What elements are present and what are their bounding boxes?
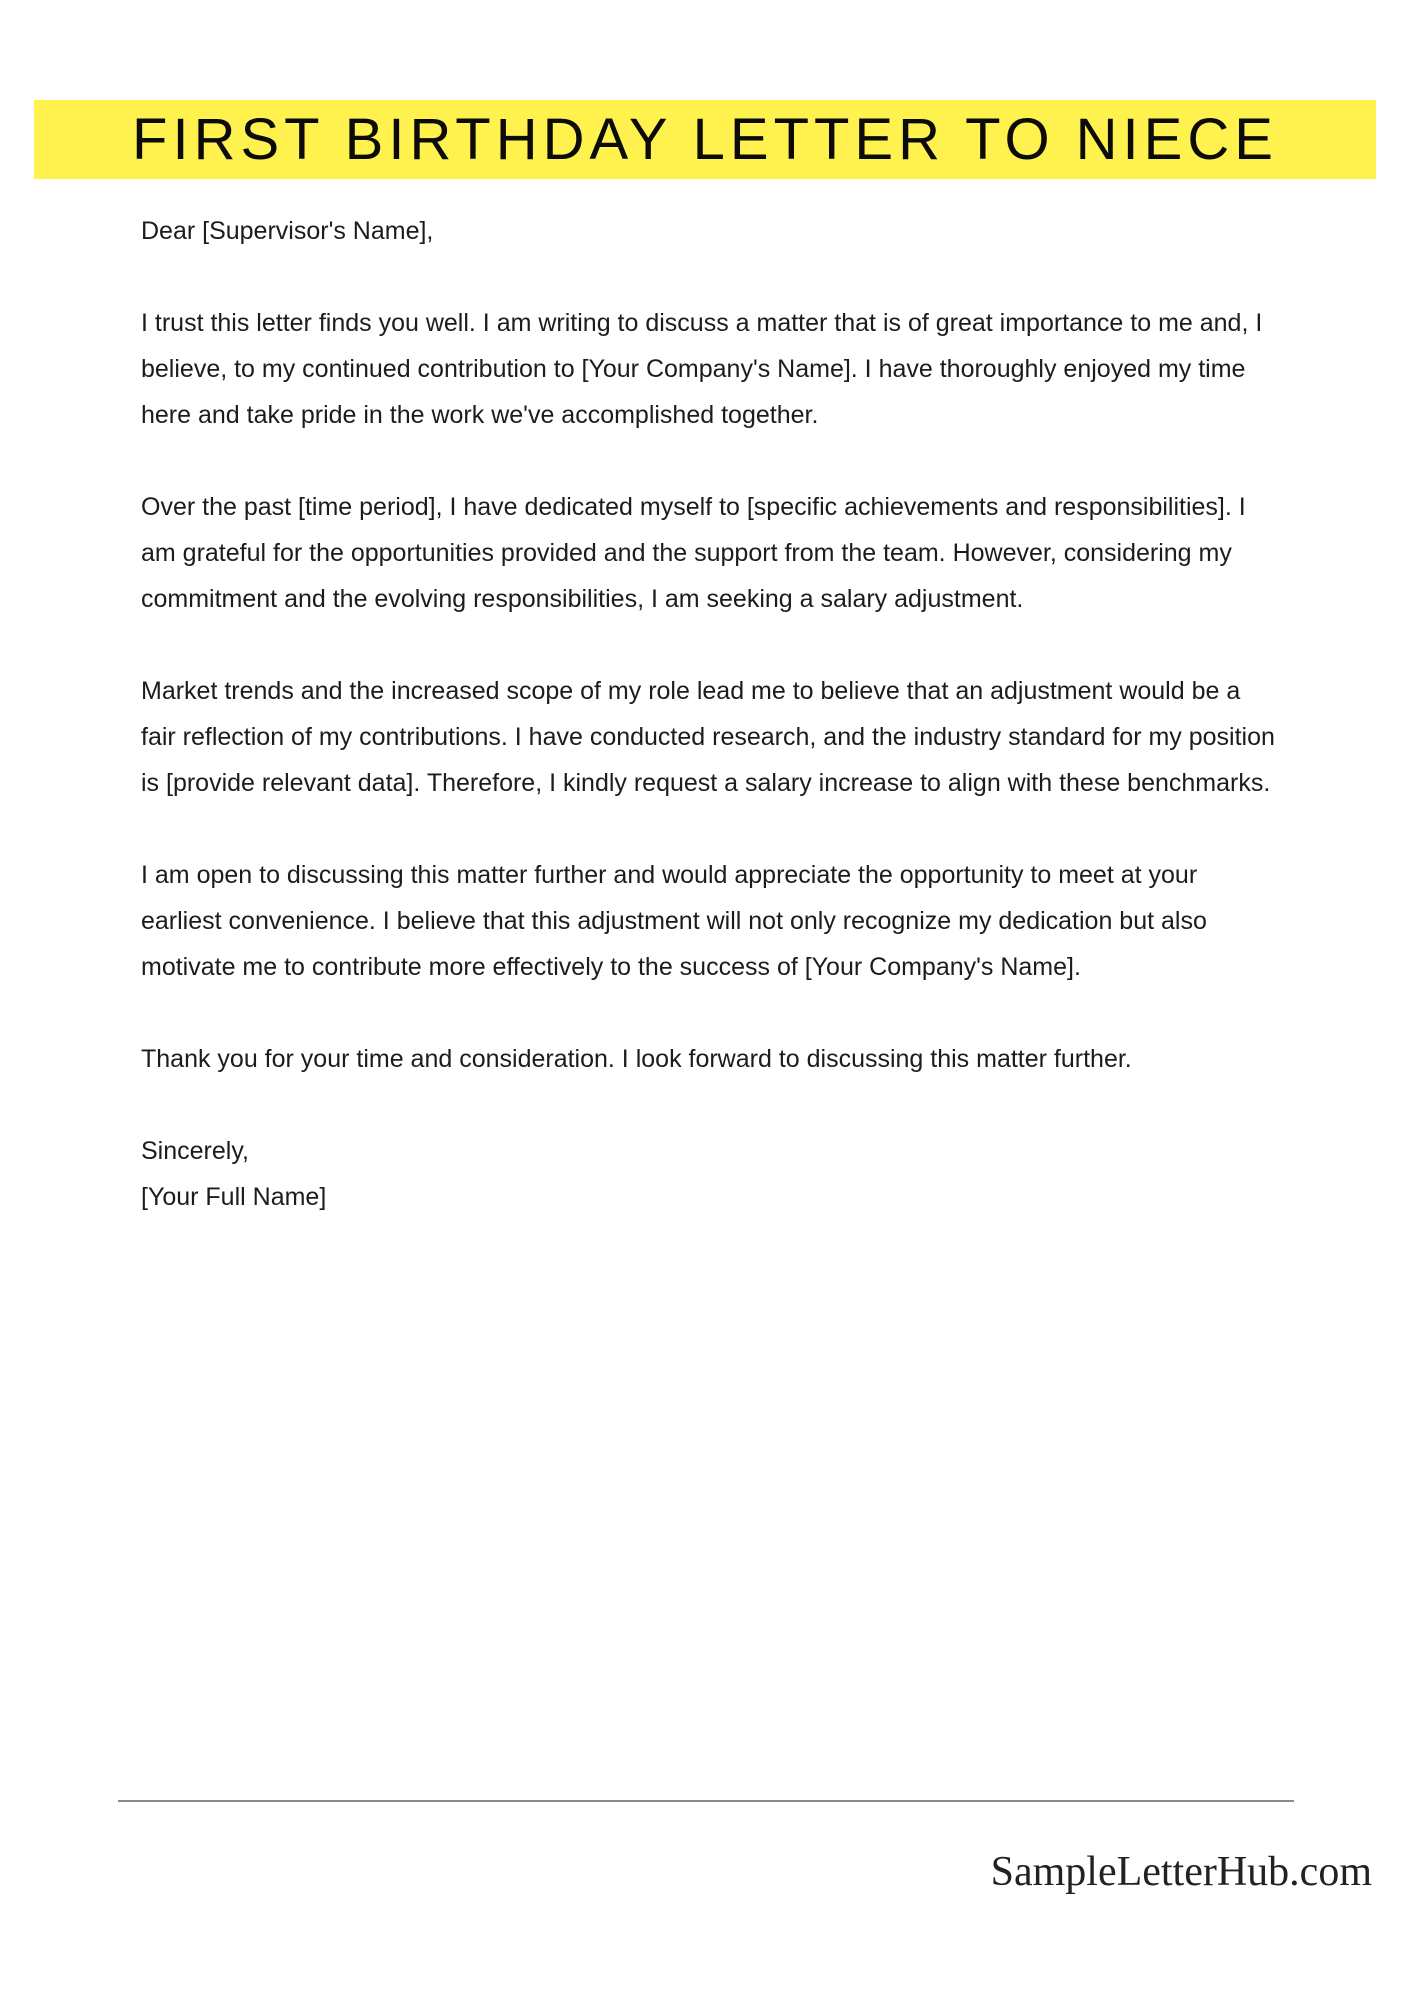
letter-paragraph-4: I am open to discussing this matter further and would appreciate the opportunity to meet at your earliest convenience. I believe that this adjustment will not only recognize my dedication but also motivate me to contribute more effectively to the success of [Your Company's Name]. — [141, 861, 1207, 981]
letter-paragraph-3: Market trends and the increased scope of my role lead me to believe that an adjustment would be a fair reflection of my contributions. I have conducted research, and the industry standard for my position is [provide relevant data]. Therefore, I kindly request a salary increase to align with these benchmarks. — [141, 677, 1275, 797]
title-highlight-bar — [34, 100, 1376, 179]
letter-paragraph-1: I trust this letter finds you well. I am writing to discuss a matter that is of great importance to me and, I believe, to my continued contribution to [Your Company's Name]. I have thoroughly enjoyed my time here and take pride in the work we've accomplished together. — [141, 309, 1263, 429]
signature: [Your Full Name] — [141, 1183, 327, 1211]
letter-paragraph-5: Thank you for your time and consideration. I look forward to discussing this matter further. — [141, 1045, 1132, 1073]
salutation: Dear [Supervisor's Name], — [141, 217, 434, 245]
page-title: FIRST BIRTHDAY LETTER TO NIECE — [132, 106, 1278, 172]
letter-paragraph-2: Over the past [time period], I have dedicated myself to [specific achievements and responsibilities]. I am grateful for the opportunities provided and the support from the team. However, considering my commitment and the evolving responsibilities, I am seeking a salary adjustment. — [141, 493, 1246, 613]
letter-body — [141, 208, 1281, 1220]
footer-divider — [118, 1800, 1294, 1802]
closing: Sincerely, — [141, 1137, 249, 1165]
brand-logo-text: SampleLetterHub.com — [990, 1849, 1372, 1895]
